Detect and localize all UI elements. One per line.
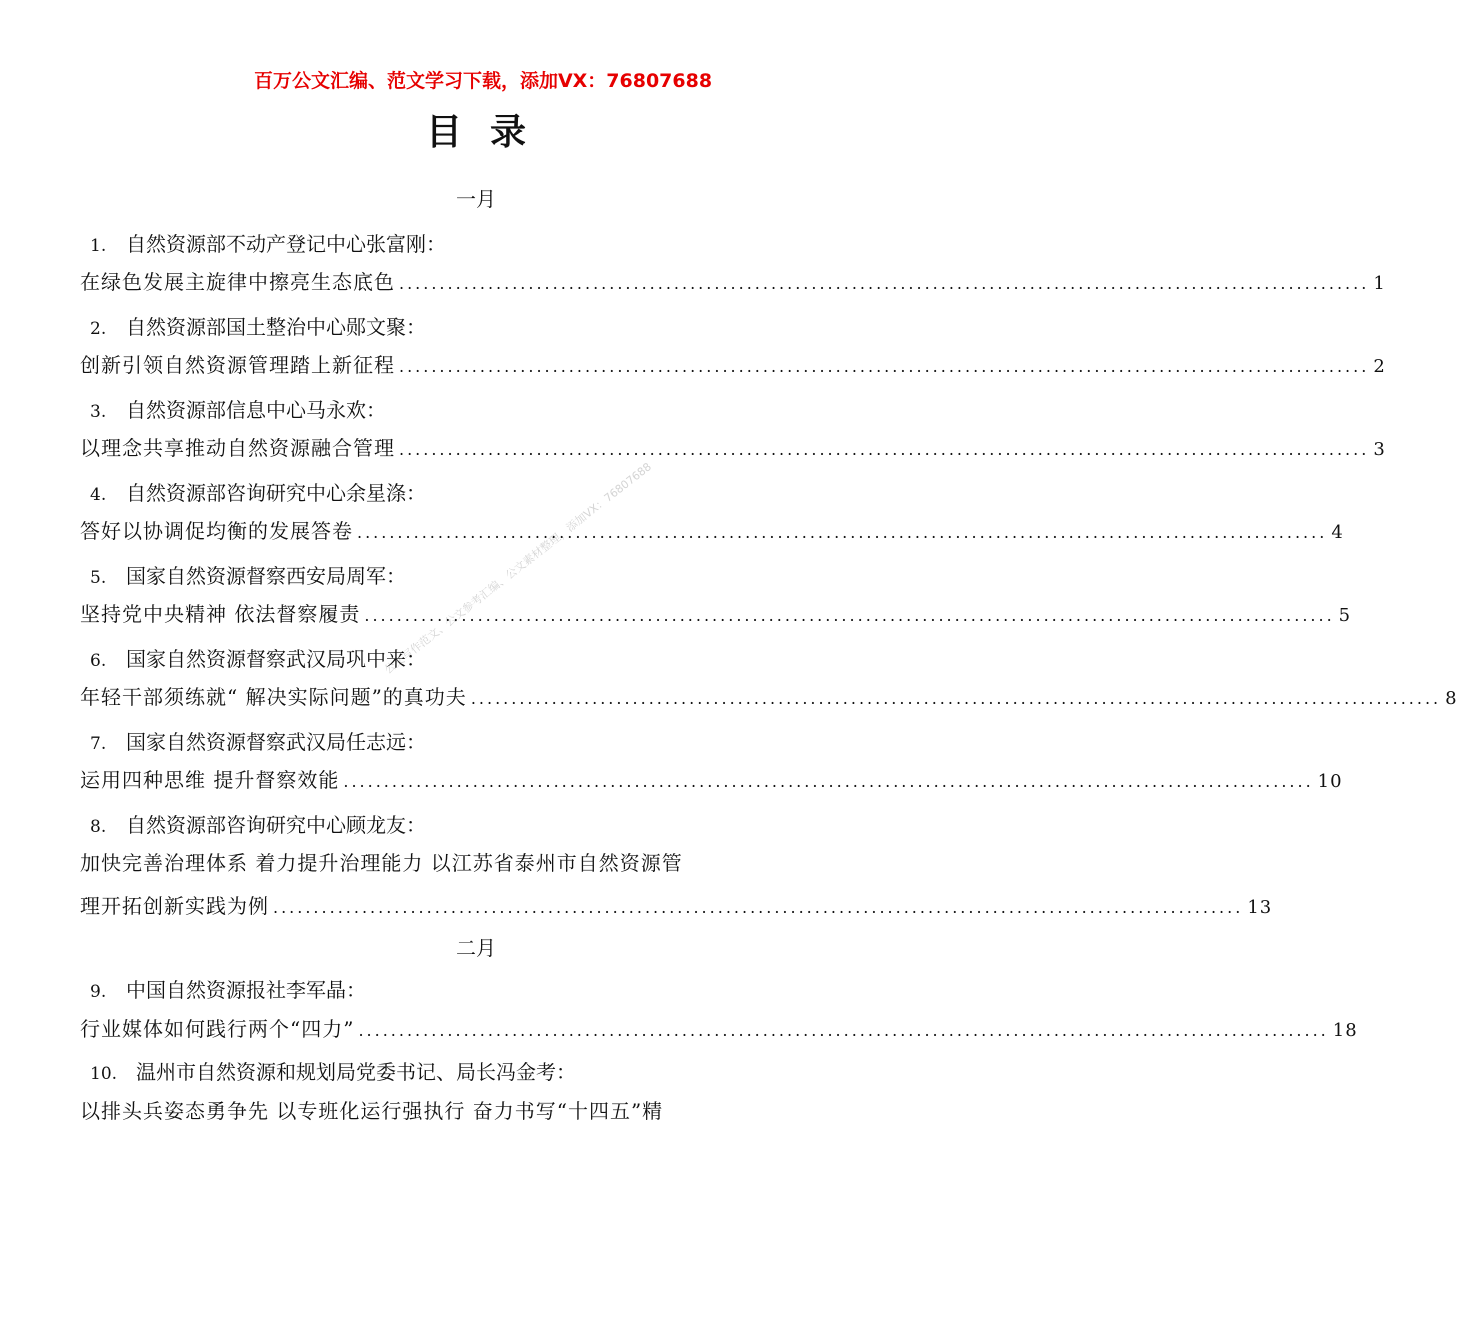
toc-author-line [90, 560, 406, 589]
promo-banner: 百万公文汇编、范文学习下载，添加VX：76807688 [253, 70, 713, 92]
toc-author: 国家自然资源督察西安局周军： [126, 564, 406, 588]
toc-entry-7[interactable] [80, 764, 1343, 794]
toc-entry-6[interactable] [80, 681, 1458, 711]
toc-number: 5. [90, 568, 107, 588]
month-heading-january: 一月 [456, 187, 496, 211]
toc-title-continued[interactable]: 以排头兵姿态勇争先 以专班化运行强执行 奋力书写“十四五”精 [80, 1099, 664, 1123]
toc-author-line [90, 726, 426, 755]
toc-author: 温州市自然资源和规划局党委书记、局长冯金考： [136, 1060, 576, 1084]
toc-number: 9. [90, 982, 107, 1002]
toc-entry-3[interactable] [80, 432, 1386, 462]
page-number: 10 [1317, 771, 1343, 792]
toc-author: 自然资源部国土整治中心郧文聚： [126, 315, 426, 339]
toc-author: 自然资源部咨询研究中心余星涤： [126, 481, 426, 505]
toc-author-line [90, 974, 366, 1003]
toc-number: 7. [90, 734, 107, 754]
toc-title: 运用四种思维 提升督察效能 [80, 768, 340, 792]
toc-author-line [90, 311, 426, 340]
dot-leader: ........................................................................................................................ [357, 523, 1328, 542]
dot-leader: ........................................................................................................................ [273, 898, 1244, 917]
toc-title: 理开拓创新实践为例 [80, 894, 269, 918]
toc-entry-9[interactable] [80, 1013, 1358, 1043]
page-number: 2 [1373, 356, 1386, 377]
toc-title: 在绿色发展主旋律中擦亮生态底色 [80, 270, 395, 294]
page-number: 4 [1331, 522, 1344, 543]
toc-title: 年轻干部须练就“ 解决实际问题”的真功夫 [80, 685, 467, 709]
toc-author: 自然资源部咨询研究中心顾龙友： [126, 813, 426, 837]
dot-leader: ........................................................................................................................ [364, 606, 1335, 625]
toc-author: 国家自然资源督察武汉局任志远： [126, 730, 426, 754]
page-number: 18 [1332, 1020, 1358, 1041]
toc-title: 创新引领自然资源管理踏上新征程 [80, 353, 395, 377]
toc-number: 3. [90, 402, 107, 422]
toc-number: 10. [90, 1064, 118, 1084]
page-number: 5 [1338, 605, 1352, 626]
toc-entry-2[interactable] [80, 349, 1386, 379]
month-heading-february: 二月 [456, 936, 496, 960]
dot-leader: ........................................................................................................................ [399, 357, 1370, 376]
toc-author-line [90, 1056, 576, 1085]
toc-number: 4. [90, 485, 107, 505]
toc-entry-5[interactable] [80, 598, 1352, 628]
toc-author-line [90, 643, 426, 672]
toc-entry-1[interactable] [80, 266, 1386, 296]
toc-title: 答好以协调促均衡的发展答卷 [80, 519, 353, 543]
page-title: 目录 [425, 112, 554, 153]
toc-author: 自然资源部不动产登记中心张富刚： [126, 232, 446, 256]
toc-title-continued[interactable]: 加快完善治理体系 着力提升治理能力 以江苏省泰州市自然资源管 [80, 851, 683, 875]
toc-number: 2. [90, 319, 107, 339]
toc-author: 自然资源部信息中心马永欢： [126, 398, 386, 422]
toc-title: 以理念共享推动自然资源融合管理 [80, 436, 395, 460]
toc-number: 6. [90, 651, 107, 671]
faint-watermark: 公文写作范文、公文参考汇编、公文素材整理，添加VX：76807688 [381, 460, 654, 677]
toc-author-line [90, 394, 386, 423]
toc-author-line [90, 477, 426, 506]
toc-entry-8[interactable] [80, 890, 1273, 920]
toc-number: 1. [90, 236, 107, 256]
dot-leader: ........................................................................................................................ [470, 689, 1442, 708]
toc-title: 坚持党中央精神 依法督察履责 [80, 602, 361, 626]
dot-leader: ........................................................................................................................ [399, 440, 1370, 459]
toc-author: 中国自然资源报社李军晶： [126, 978, 366, 1002]
toc-author-line [90, 228, 446, 257]
page-number: 1 [1373, 273, 1386, 294]
dot-leader: ........................................................................................................................ [358, 1021, 1329, 1040]
toc-author-line [90, 809, 426, 838]
dot-leader: ........................................................................................................................ [343, 772, 1314, 791]
toc-entry-4[interactable] [80, 515, 1344, 545]
toc-title: 行业媒体如何践行两个“四力” [80, 1017, 355, 1041]
page-number: 3 [1373, 439, 1386, 460]
toc-author: 国家自然资源督察武汉局巩中来： [126, 647, 426, 671]
page-number: 8 [1445, 688, 1458, 709]
dot-leader: ........................................................................................................................ [399, 274, 1370, 293]
toc-number: 8. [90, 817, 107, 837]
page-number: 13 [1247, 897, 1273, 918]
